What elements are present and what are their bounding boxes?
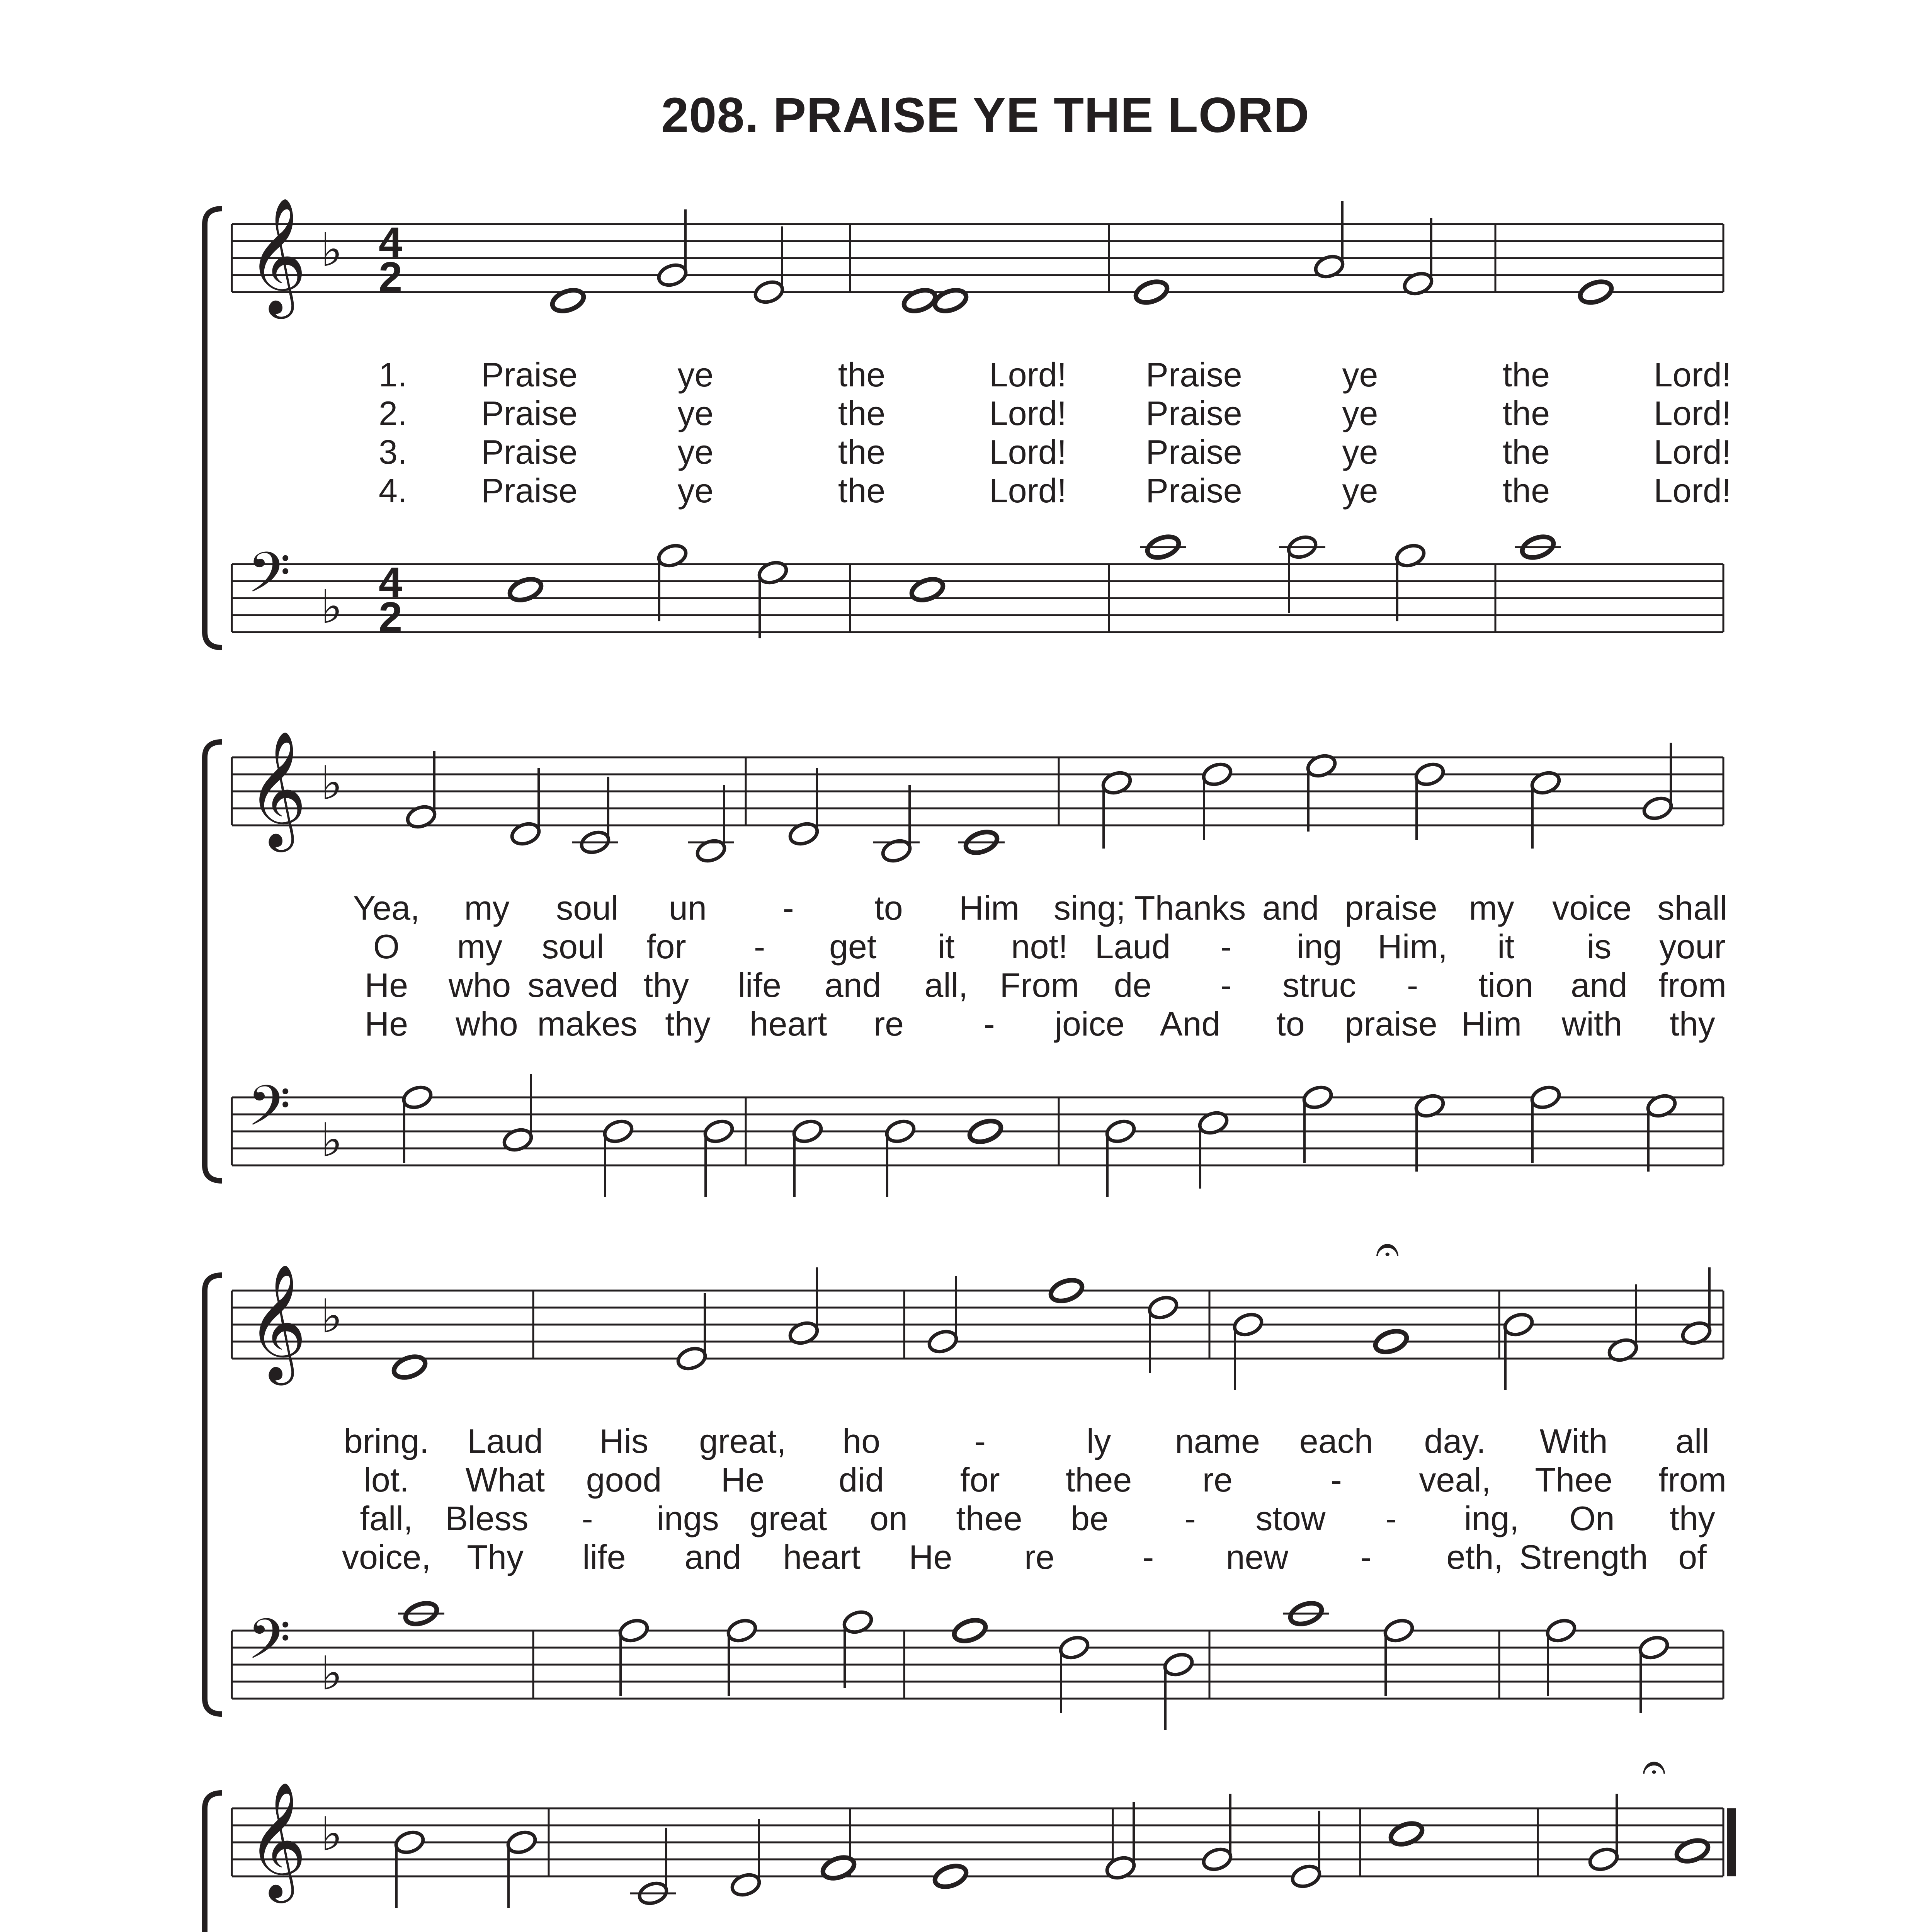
fermata-icon: 𝄐 xyxy=(1642,1742,1666,1791)
lyric-syllable: voice xyxy=(1552,889,1632,927)
lyric-syllable: your xyxy=(1659,927,1726,966)
lyric-syllable: did xyxy=(838,1461,884,1499)
lyric-syllable: He xyxy=(364,1005,408,1043)
lyric-syllable: Lord! xyxy=(989,355,1067,394)
lyric-syllable: for xyxy=(960,1461,1000,1499)
lyric-syllable: Yea, xyxy=(353,889,420,927)
lyric-syllable: from xyxy=(1658,1461,1726,1499)
lyric-syllable: - xyxy=(983,1005,995,1043)
flat-icon: ♭ xyxy=(321,757,343,810)
lyric-syllable: He xyxy=(721,1461,765,1499)
lyric-syllable: Strength xyxy=(1519,1538,1648,1576)
lyric-syllable: Praise xyxy=(1146,433,1242,471)
lyric-syllable: not! xyxy=(1011,927,1068,966)
lyric-syllable: new xyxy=(1226,1538,1289,1576)
lyric-syllable: who xyxy=(448,966,511,1004)
lyric-syllable: - xyxy=(1220,966,1232,1004)
lyric-syllable: Lord! xyxy=(1653,355,1731,394)
lyric-syllable: with xyxy=(1561,1005,1622,1043)
lyric-syllable: for xyxy=(646,927,686,966)
lyric-syllable: Thy xyxy=(467,1538,524,1576)
lyric-syllable: bring. xyxy=(344,1422,429,1460)
lyric-syllable: Praise xyxy=(481,355,578,394)
lyric-syllable: His xyxy=(599,1422,649,1460)
verse-number: 3. xyxy=(379,433,407,471)
lyric-syllable: Laud xyxy=(1095,927,1171,966)
lyric-syllable: Him xyxy=(959,889,1020,927)
lyric-syllable: ye xyxy=(677,355,714,394)
lyric-syllable: ho xyxy=(842,1422,881,1460)
flat-icon: ♭ xyxy=(321,223,343,277)
lyric-syllable: shall xyxy=(1657,889,1728,927)
lyric-syllable: From xyxy=(1000,966,1079,1004)
lyric-syllable: thee xyxy=(956,1499,1022,1537)
verse-number: 4. xyxy=(379,471,407,510)
lyric-syllable: each xyxy=(1299,1422,1373,1460)
lyric-syllable: the xyxy=(838,433,886,471)
lyric-syllable: - xyxy=(782,889,794,927)
lyric-syllable: re xyxy=(1202,1461,1233,1499)
lyric-syllable: And xyxy=(1160,1005,1221,1043)
lyric-syllable: - xyxy=(1143,1538,1154,1576)
lyric-syllable: What xyxy=(465,1461,545,1499)
lyric-syllable: joice xyxy=(1054,1005,1125,1043)
music-system-1 xyxy=(0,193,1932,696)
lyric-syllable: ye xyxy=(1342,471,1378,510)
lyric-syllable: life xyxy=(582,1538,626,1576)
lyric-syllable: of xyxy=(1678,1538,1707,1576)
flat-icon: ♭ xyxy=(321,1808,343,1861)
lyric-syllable: - xyxy=(1360,1538,1372,1576)
lyric-syllable: - xyxy=(1184,1499,1196,1537)
lyric-syllable: Laud xyxy=(467,1422,543,1460)
lyric-syllable: Praise xyxy=(1146,355,1242,394)
lyric-syllable: the xyxy=(838,471,886,510)
lyric-syllable: and xyxy=(684,1538,742,1576)
lyric-syllable: tion xyxy=(1478,966,1534,1004)
lyric-syllable: He xyxy=(364,966,408,1004)
hymn-title: 208. PRAISE YE THE LORD xyxy=(661,88,1310,143)
flat-icon: ♭ xyxy=(321,1290,343,1344)
lyric-syllable: Praise xyxy=(1146,394,1242,432)
lyric-syllable: Praise xyxy=(1146,471,1242,510)
lyric-syllable: Lord! xyxy=(1653,394,1731,432)
lyric-syllable: - xyxy=(582,1499,593,1537)
lyric-syllable: and xyxy=(1262,889,1319,927)
lyric-syllable: name xyxy=(1175,1422,1260,1460)
flat-icon: ♭ xyxy=(321,1647,343,1701)
lyric-syllable: to xyxy=(874,889,903,927)
lyric-syllable: the xyxy=(1502,433,1550,471)
lyric-syllable: - xyxy=(754,927,765,966)
treble-clef-icon: 𝄞 xyxy=(247,1264,307,1380)
lyric-syllable: stow xyxy=(1255,1499,1326,1537)
lyric-syllable: my xyxy=(1469,889,1514,927)
lyric-syllable: makes xyxy=(537,1005,638,1043)
lyric-syllable: thy xyxy=(665,1005,711,1043)
lyric-syllable: ing xyxy=(1296,927,1342,966)
lyric-syllable: Lord! xyxy=(989,471,1067,510)
lyric-syllable: the xyxy=(838,394,886,432)
lyric-syllable: the xyxy=(1502,471,1550,510)
lyric-syllable: un xyxy=(669,889,707,927)
lyric-syllable: day. xyxy=(1424,1422,1486,1460)
lyric-syllable: ye xyxy=(677,433,714,471)
lyric-syllable: is xyxy=(1587,927,1612,966)
lyric-syllable: who xyxy=(456,1005,518,1043)
lyric-syllable: voice, xyxy=(342,1538,431,1576)
lyric-syllable: great, xyxy=(699,1422,786,1460)
lyric-syllable: He xyxy=(909,1538,952,1576)
lyric-syllable: it xyxy=(937,927,955,966)
lyric-syllable: thy xyxy=(1670,1499,1715,1537)
lyric-syllable: soul xyxy=(542,927,604,966)
lyric-syllable: praise xyxy=(1345,889,1437,927)
lyric-syllable: the xyxy=(1502,355,1550,394)
time-signature-numerator: 4 xyxy=(379,559,403,606)
lyric-syllable: sing; xyxy=(1054,889,1126,927)
lyric-syllable: O xyxy=(373,927,400,966)
lyrics-block xyxy=(0,726,1932,1229)
lyric-syllable: to xyxy=(1276,1005,1305,1043)
lyric-syllable: thy xyxy=(1670,1005,1715,1043)
flat-icon: ♭ xyxy=(321,580,343,634)
lyric-syllable: thy xyxy=(643,966,689,1004)
lyric-syllable: saved xyxy=(527,966,619,1004)
lyric-syllable: from xyxy=(1658,966,1726,1004)
treble-clef-icon: 𝄞 xyxy=(247,197,307,314)
lyric-syllable: Lord! xyxy=(1653,433,1731,471)
lyric-syllable: ings xyxy=(656,1499,719,1537)
lyric-syllable: praise xyxy=(1345,1005,1437,1043)
lyric-syllable: Him xyxy=(1461,1005,1522,1043)
lyric-syllable: ye xyxy=(677,394,714,432)
lyric-syllable: thee xyxy=(1065,1461,1132,1499)
lyric-syllable: re xyxy=(873,1005,904,1043)
music-system-2 xyxy=(0,726,1932,1229)
treble-clef-icon: 𝄞 xyxy=(247,1781,307,1898)
lyric-syllable: On xyxy=(1569,1499,1615,1537)
lyrics-block xyxy=(0,1260,1932,1762)
lyric-syllable: ye xyxy=(677,471,714,510)
verse-number: 2. xyxy=(379,394,407,432)
lyric-syllable: my xyxy=(457,927,503,966)
lyrics-block xyxy=(0,193,1932,696)
lyric-syllable: eth, xyxy=(1446,1538,1503,1576)
lyric-syllable: Lord! xyxy=(989,433,1067,471)
lyric-syllable: Bless xyxy=(445,1499,529,1537)
lyric-syllable: fall, xyxy=(360,1499,413,1537)
bass-clef-icon: 𝄢 xyxy=(247,1607,291,1685)
lyric-syllable: - xyxy=(1330,1461,1342,1499)
lyric-syllable: - xyxy=(1220,927,1232,966)
lyric-syllable: veal, xyxy=(1419,1461,1491,1499)
lyric-syllable: the xyxy=(838,355,886,394)
lyric-syllable: on xyxy=(870,1499,908,1537)
lyric-syllable: ing, xyxy=(1464,1499,1519,1537)
music-system-4 xyxy=(0,1742,1932,1932)
lyric-syllable: life xyxy=(738,966,781,1004)
lyric-syllable: get xyxy=(829,927,877,966)
lyric-syllable: Praise xyxy=(481,394,578,432)
lyric-syllable: Lord! xyxy=(1653,471,1731,510)
lyric-syllable: Thanks xyxy=(1134,889,1246,927)
lyric-syllable: de xyxy=(1114,966,1152,1004)
bass-clef-icon: 𝄢 xyxy=(247,541,291,619)
lyric-syllable: struc xyxy=(1282,966,1356,1004)
lyric-syllable: Lord! xyxy=(989,394,1067,432)
lyric-syllable: Him, xyxy=(1378,927,1448,966)
lyric-syllable: ye xyxy=(1342,433,1378,471)
lyric-syllable: Thee xyxy=(1535,1461,1613,1499)
music-system-3 xyxy=(0,1224,1932,1762)
lyric-syllable: lot. xyxy=(364,1461,409,1499)
lyric-syllable: great xyxy=(749,1499,827,1537)
time-signature-denominator: 2 xyxy=(379,253,403,301)
lyric-syllable: - xyxy=(1385,1499,1397,1537)
bass-clef-icon: 𝄢 xyxy=(247,1074,291,1152)
time-signature-denominator: 2 xyxy=(379,594,403,641)
lyric-syllable: ly xyxy=(1086,1422,1111,1460)
lyric-syllable: - xyxy=(1407,966,1418,1004)
lyric-syllable: my xyxy=(464,889,510,927)
fermata-icon: 𝄐 xyxy=(1376,1224,1400,1274)
lyric-syllable: - xyxy=(974,1422,986,1460)
lyric-syllable: and xyxy=(1571,966,1628,1004)
flat-icon: ♭ xyxy=(321,1114,343,1167)
lyric-syllable: Praise xyxy=(481,433,578,471)
lyric-syllable: all, xyxy=(924,966,968,1004)
lyric-syllable: re xyxy=(1024,1538,1055,1576)
lyric-syllable: ye xyxy=(1342,355,1378,394)
treble-clef-icon: 𝄞 xyxy=(247,730,307,847)
lyric-syllable: the xyxy=(1502,394,1550,432)
time-signature-numerator: 4 xyxy=(379,219,403,266)
lyric-syllable: all xyxy=(1675,1422,1710,1460)
lyrics-block xyxy=(0,1777,1932,1932)
lyric-syllable: and xyxy=(824,966,881,1004)
lyric-syllable: heart xyxy=(783,1538,861,1576)
verse-number: 1. xyxy=(379,355,407,394)
lyric-syllable: soul xyxy=(556,889,619,927)
lyric-syllable: ye xyxy=(1342,394,1378,432)
lyric-syllable: With xyxy=(1539,1422,1608,1460)
lyric-syllable: good xyxy=(586,1461,662,1499)
lyric-syllable: heart xyxy=(749,1005,827,1043)
lyric-syllable: be xyxy=(1071,1499,1109,1537)
lyric-syllable: Praise xyxy=(481,471,578,510)
lyric-syllable: it xyxy=(1497,927,1515,966)
